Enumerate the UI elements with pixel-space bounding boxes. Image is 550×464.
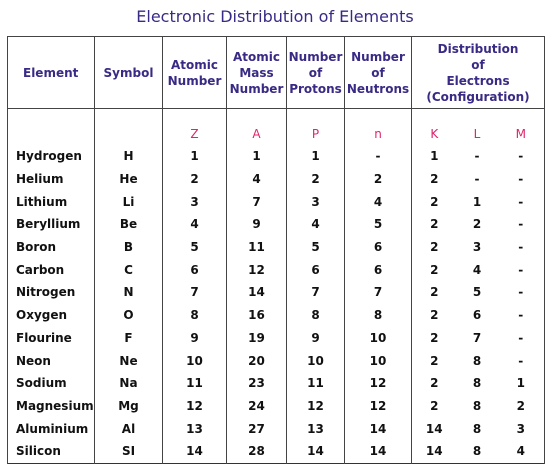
atomic-number: 10 bbox=[163, 349, 227, 372]
shell-k: 1 bbox=[412, 145, 457, 168]
letter-k: K bbox=[412, 109, 457, 146]
shell-l: 5 bbox=[472, 285, 482, 300]
element-symbol: C bbox=[95, 258, 163, 281]
atomic-mass: 27 bbox=[227, 417, 287, 440]
protons: 4 bbox=[287, 213, 345, 236]
atomic-mass: 14 bbox=[227, 281, 287, 304]
letter-l: L bbox=[473, 127, 481, 141]
table-row bbox=[8, 213, 545, 236]
neutrons: 6 bbox=[345, 236, 412, 259]
atomic-mass: 12 bbox=[227, 258, 287, 281]
element-name: Beryllium bbox=[8, 213, 95, 236]
table-row bbox=[8, 168, 545, 191]
atomic-mass: 9 bbox=[227, 213, 287, 236]
element-symbol: Li bbox=[95, 190, 163, 213]
protons: 7 bbox=[287, 281, 345, 304]
shell-k: 2 bbox=[412, 372, 457, 395]
header-atomic-number: Atomic Number bbox=[163, 37, 227, 109]
element-name: Magnesium bbox=[8, 395, 95, 418]
neutrons: 14 bbox=[345, 417, 412, 440]
element-name: Hydrogen bbox=[8, 145, 95, 168]
neutrons: 2 bbox=[345, 168, 412, 191]
element-name: Flourine bbox=[8, 327, 95, 350]
atomic-number: 14 bbox=[163, 440, 227, 463]
element-symbol: Al bbox=[95, 417, 163, 440]
table-row bbox=[8, 372, 545, 395]
header-symbol: Symbol bbox=[95, 37, 163, 109]
atomic-mass: 19 bbox=[227, 327, 287, 350]
protons: 5 bbox=[287, 236, 345, 259]
element-name: Sodium bbox=[8, 372, 95, 395]
header-row bbox=[8, 37, 545, 109]
shell-l: 8 bbox=[472, 398, 482, 413]
atomic-mass: 7 bbox=[227, 190, 287, 213]
neutrons: 6 bbox=[345, 258, 412, 281]
shell-m: - bbox=[498, 168, 545, 191]
shell-l: - bbox=[474, 149, 480, 164]
shell-k: 2 bbox=[412, 395, 457, 418]
shell-k: 2 bbox=[412, 349, 457, 372]
table-row bbox=[8, 417, 545, 440]
letter-a: A bbox=[227, 109, 287, 146]
atomic-number: 13 bbox=[163, 417, 227, 440]
atomic-number: 4 bbox=[163, 213, 227, 236]
element-symbol: B bbox=[95, 236, 163, 259]
shell-m: - bbox=[498, 190, 545, 213]
table-row bbox=[8, 258, 545, 281]
shell-m: - bbox=[498, 213, 545, 236]
shell-k: 2 bbox=[412, 236, 457, 259]
element-name: Oxygen bbox=[8, 304, 95, 327]
table-row bbox=[8, 145, 545, 168]
shell-k: 2 bbox=[412, 304, 457, 327]
protons: 12 bbox=[287, 395, 345, 418]
header-element: Element bbox=[8, 37, 95, 109]
shell-l: - bbox=[474, 172, 480, 187]
neutrons: 14 bbox=[345, 440, 412, 463]
element-name: Silicon bbox=[8, 440, 95, 463]
atomic-mass: 20 bbox=[227, 349, 287, 372]
atomic-mass: 28 bbox=[227, 440, 287, 463]
protons: 13 bbox=[287, 417, 345, 440]
element-symbol: Na bbox=[95, 372, 163, 395]
protons: 14 bbox=[287, 440, 345, 463]
protons: 3 bbox=[287, 190, 345, 213]
element-name: Lithium bbox=[8, 190, 95, 213]
letter-z: Z bbox=[163, 109, 227, 146]
protons: 11 bbox=[287, 372, 345, 395]
shell-m: 3 bbox=[498, 417, 545, 440]
shell-l: 8 bbox=[472, 376, 482, 391]
element-name: Neon bbox=[8, 349, 95, 372]
atomic-number: 7 bbox=[163, 281, 227, 304]
element-name: Aluminium bbox=[8, 417, 95, 440]
element-name: Carbon bbox=[8, 258, 95, 281]
shell-m: 4 bbox=[498, 440, 545, 463]
element-name: Helium bbox=[8, 168, 95, 191]
atomic-number: 2 bbox=[163, 168, 227, 191]
element-name: Nitrogen bbox=[8, 281, 95, 304]
atomic-number: 11 bbox=[163, 372, 227, 395]
shell-k: 2 bbox=[412, 281, 457, 304]
shell-l: 7 bbox=[472, 330, 482, 345]
protons: 2 bbox=[287, 168, 345, 191]
neutrons: 12 bbox=[345, 372, 412, 395]
element-name: Boron bbox=[8, 236, 95, 259]
shell-k: 2 bbox=[412, 213, 457, 236]
table-row bbox=[8, 349, 545, 372]
table-row bbox=[8, 281, 545, 304]
neutrons: - bbox=[345, 145, 412, 168]
header-neutrons: Number of Neutrons bbox=[345, 37, 412, 109]
atomic-mass: 23 bbox=[227, 372, 287, 395]
table-row bbox=[8, 304, 545, 327]
shell-l: 8 bbox=[472, 353, 482, 368]
atomic-mass: 16 bbox=[227, 304, 287, 327]
atomic-mass: 11 bbox=[227, 236, 287, 259]
element-symbol: N bbox=[95, 281, 163, 304]
element-symbol: O bbox=[95, 304, 163, 327]
atomic-mass: 24 bbox=[227, 395, 287, 418]
shell-m: - bbox=[498, 236, 545, 259]
atomic-number: 12 bbox=[163, 395, 227, 418]
shell-l: 3 bbox=[472, 240, 482, 255]
header-distribution: Distribution of Electrons (Configuration) bbox=[412, 37, 545, 109]
neutrons: 8 bbox=[345, 304, 412, 327]
shell-k: 14 bbox=[412, 440, 457, 463]
shell-l: 4 bbox=[472, 262, 482, 277]
shell-k: 14 bbox=[412, 417, 457, 440]
header-protons: Number of Protons bbox=[287, 37, 345, 109]
element-symbol: Be bbox=[95, 213, 163, 236]
shell-l: 8 bbox=[472, 444, 482, 459]
atomic-number: 3 bbox=[163, 190, 227, 213]
letter-p: P bbox=[287, 109, 345, 146]
protons: 10 bbox=[287, 349, 345, 372]
shell-m: - bbox=[498, 258, 545, 281]
atomic-number: 5 bbox=[163, 236, 227, 259]
element-symbol: F bbox=[95, 327, 163, 350]
shell-m: 2 bbox=[498, 395, 545, 418]
shell-l: 2 bbox=[472, 217, 482, 232]
shell-m: - bbox=[498, 281, 545, 304]
table-row bbox=[8, 395, 545, 418]
element-symbol: Ne bbox=[95, 349, 163, 372]
atomic-number: 6 bbox=[163, 258, 227, 281]
letter-m: M bbox=[498, 109, 545, 146]
shell-k: 2 bbox=[412, 168, 457, 191]
protons: 8 bbox=[287, 304, 345, 327]
atomic-number: 9 bbox=[163, 327, 227, 350]
symbol-letters-row bbox=[8, 109, 545, 146]
letter-n: n bbox=[345, 109, 412, 146]
neutrons: 7 bbox=[345, 281, 412, 304]
shell-m: - bbox=[498, 349, 545, 372]
atomic-number: 1 bbox=[163, 145, 227, 168]
shell-k: 2 bbox=[412, 258, 457, 281]
shell-m: - bbox=[498, 327, 545, 350]
table-row bbox=[8, 327, 545, 350]
shell-l: 1 bbox=[472, 194, 482, 209]
neutrons: 10 bbox=[345, 327, 412, 350]
neutrons: 4 bbox=[345, 190, 412, 213]
atomic-mass: 4 bbox=[227, 168, 287, 191]
neutrons: 5 bbox=[345, 213, 412, 236]
shell-m: - bbox=[498, 304, 545, 327]
element-symbol: SI bbox=[95, 440, 163, 463]
shell-l: 8 bbox=[472, 421, 482, 436]
atomic-mass: 1 bbox=[227, 145, 287, 168]
element-symbol: H bbox=[95, 145, 163, 168]
element-symbol: He bbox=[95, 168, 163, 191]
protons: 6 bbox=[287, 258, 345, 281]
shell-k: 2 bbox=[412, 327, 457, 350]
shell-m: - bbox=[498, 145, 545, 168]
shell-k: 2 bbox=[412, 190, 457, 213]
protons: 1 bbox=[287, 145, 345, 168]
atomic-number: 8 bbox=[163, 304, 227, 327]
element-symbol: Mg bbox=[95, 395, 163, 418]
protons: 9 bbox=[287, 327, 345, 350]
table-row bbox=[8, 236, 545, 259]
neutrons: 12 bbox=[345, 395, 412, 418]
elements-table bbox=[7, 36, 545, 464]
page-title: Electronic Distribution of Elements bbox=[136, 7, 414, 26]
shell-m: 1 bbox=[498, 372, 545, 395]
table-row bbox=[8, 190, 545, 213]
neutrons: 10 bbox=[345, 349, 412, 372]
shell-l: 6 bbox=[472, 308, 482, 323]
header-atomic-mass: Atomic Mass Number bbox=[227, 37, 287, 109]
